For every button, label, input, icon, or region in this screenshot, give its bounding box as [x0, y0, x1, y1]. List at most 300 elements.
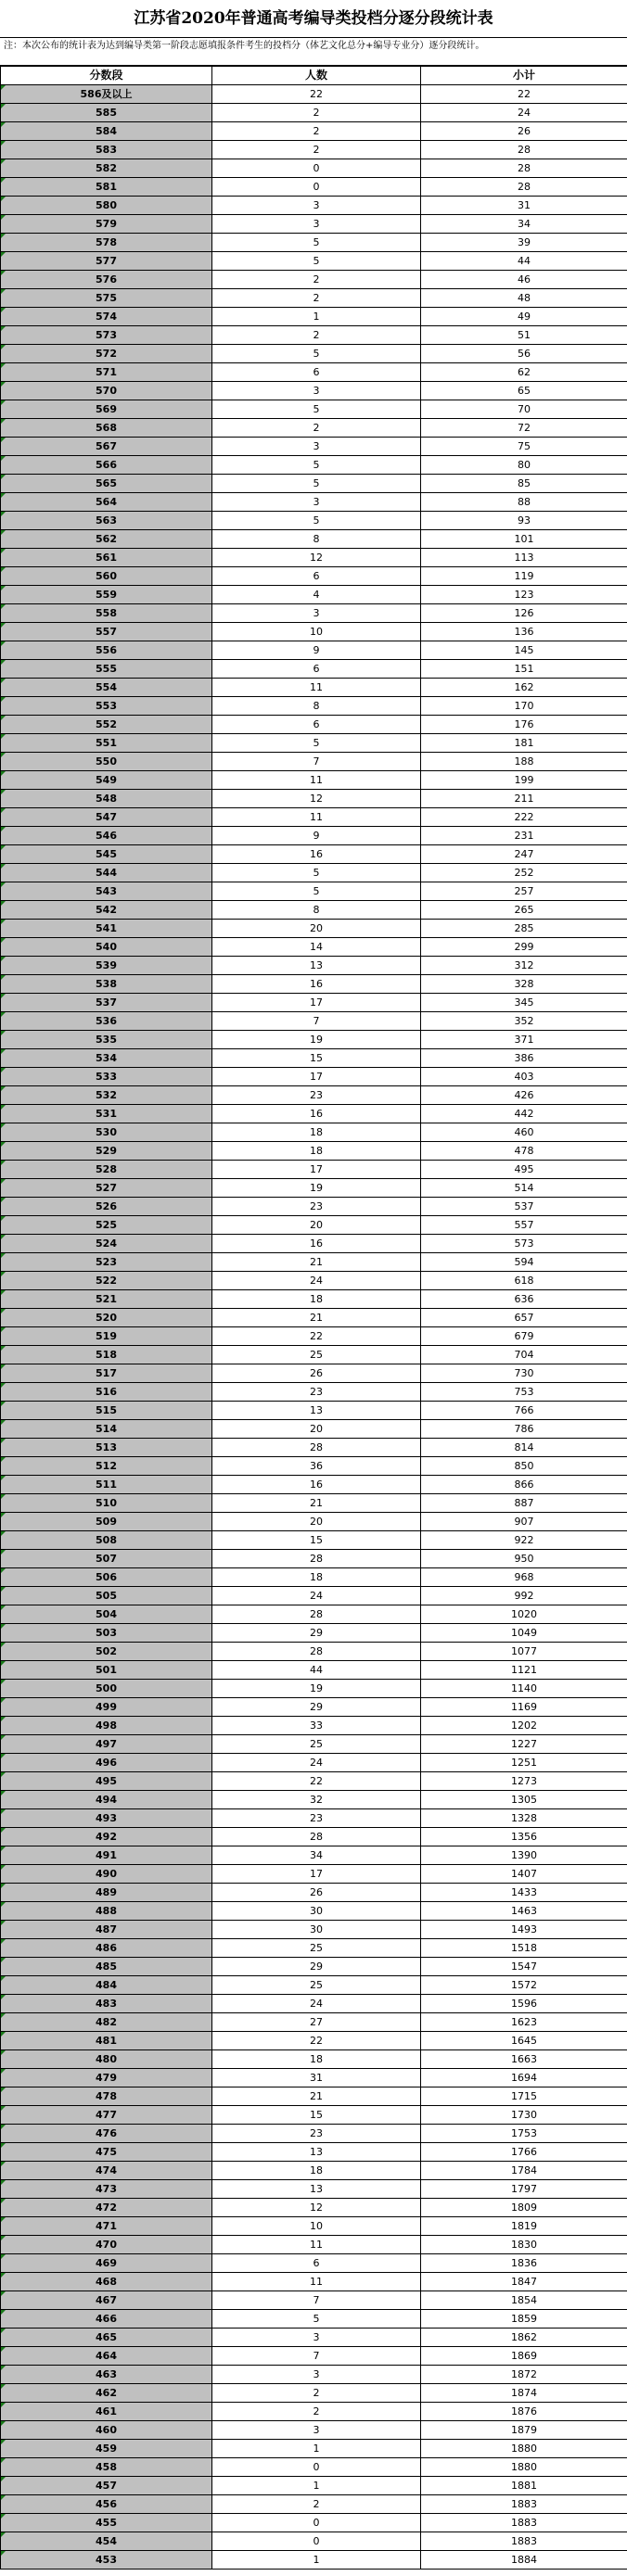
score-cell: 457: [1, 2477, 212, 2495]
table-row: [1, 141, 627, 159]
table-row: [1, 1754, 627, 1772]
subtotal-cell: 48: [421, 289, 627, 308]
table-row: [1, 679, 627, 697]
score-cell: 519: [1, 1327, 212, 1346]
subtotal-cell: 1407: [421, 1865, 627, 1884]
count-cell: 21: [212, 1253, 421, 1272]
count-cell: 2: [212, 2495, 421, 2514]
count-cell: 5: [212, 475, 421, 493]
subtotal-cell: 618: [421, 1272, 627, 1290]
score-cell: 472: [1, 2199, 212, 2217]
score-cell: 568: [1, 419, 212, 438]
note-text: 注：本次公布的统计表为达到编导类第一阶段志愿填报条件考生的投档分（体艺文化总分+编导专业分）逐分段统计。: [0, 38, 627, 66]
score-cell: 566: [1, 456, 212, 475]
subtotal-cell: 1227: [421, 1735, 627, 1754]
table-row: [1, 1235, 627, 1253]
score-cell: 546: [1, 827, 212, 845]
subtotal-cell: 1847: [421, 2273, 627, 2291]
table-row: [1, 1680, 627, 1698]
count-cell: 2: [212, 419, 421, 438]
table-row: [1, 734, 627, 753]
score-cell: 500: [1, 1680, 212, 1698]
score-cell: 570: [1, 382, 212, 400]
table-row: [1, 586, 627, 604]
score-cell: 543: [1, 882, 212, 901]
score-cell: 462: [1, 2384, 212, 2403]
count-cell: 24: [212, 1995, 421, 2013]
subtotal-cell: 176: [421, 716, 627, 734]
score-cell: 480: [1, 2050, 212, 2069]
table-row: [1, 2477, 627, 2495]
subtotal-cell: 88: [421, 493, 627, 512]
subtotal-cell: 1879: [421, 2421, 627, 2440]
table-row: [1, 530, 627, 549]
score-cell: 536: [1, 1012, 212, 1031]
score-cell: 464: [1, 2347, 212, 2366]
count-cell: 10: [212, 2217, 421, 2236]
count-cell: 18: [212, 1123, 421, 1142]
score-cell: 585: [1, 104, 212, 122]
table-row: [1, 1605, 627, 1624]
subtotal-cell: 1784: [421, 2162, 627, 2180]
score-cell: 461: [1, 2403, 212, 2421]
count-cell: 22: [212, 2032, 421, 2050]
score-cell: 540: [1, 938, 212, 957]
subtotal-cell: 1493: [421, 1921, 627, 1939]
table-row: [1, 549, 627, 567]
subtotal-cell: 170: [421, 697, 627, 716]
table-row: [1, 604, 627, 623]
score-cell: 459: [1, 2440, 212, 2458]
table-row: [1, 790, 627, 808]
count-cell: 5: [212, 734, 421, 753]
subtotal-cell: 1694: [421, 2069, 627, 2087]
table-row: [1, 1402, 627, 1420]
score-cell: 579: [1, 215, 212, 234]
count-cell: 9: [212, 641, 421, 660]
subtotal-cell: 299: [421, 938, 627, 957]
count-cell: 20: [212, 1216, 421, 1235]
subtotal-cell: 1049: [421, 1624, 627, 1643]
count-cell: 12: [212, 2199, 421, 2217]
count-cell: 13: [212, 2143, 421, 2162]
subtotal-cell: 1883: [421, 2495, 627, 2514]
table-row: [1, 2143, 627, 2162]
count-cell: 30: [212, 1921, 421, 1939]
score-cell: 497: [1, 1735, 212, 1754]
subtotal-cell: 119: [421, 567, 627, 586]
score-cell: 571: [1, 363, 212, 382]
score-cell: 551: [1, 734, 212, 753]
score-cell: 563: [1, 512, 212, 530]
table-row: [1, 2050, 627, 2069]
subtotal-cell: 101: [421, 530, 627, 549]
score-cell: 549: [1, 771, 212, 790]
table-row: [1, 1939, 627, 1958]
score-cell: 534: [1, 1049, 212, 1068]
subtotal-cell: 181: [421, 734, 627, 753]
count-cell: 18: [212, 1142, 421, 1161]
count-cell: 9: [212, 827, 421, 845]
subtotal-cell: 557: [421, 1216, 627, 1235]
subtotal-cell: 907: [421, 1513, 627, 1531]
count-cell: 7: [212, 2291, 421, 2310]
score-cell: 515: [1, 1402, 212, 1420]
subtotal-cell: 1862: [421, 2329, 627, 2347]
subtotal-cell: 1753: [421, 2125, 627, 2143]
subtotal-cell: 514: [421, 1179, 627, 1198]
table-row: [1, 1976, 627, 1995]
subtotal-cell: 1645: [421, 2032, 627, 2050]
subtotal-cell: 766: [421, 1402, 627, 1420]
table-row: [1, 1420, 627, 1439]
subtotal-cell: 1140: [421, 1680, 627, 1698]
score-cell: 531: [1, 1105, 212, 1123]
subtotal-cell: 62: [421, 363, 627, 382]
subtotal-cell: 1572: [421, 1976, 627, 1995]
score-cell: 575: [1, 289, 212, 308]
subtotal-cell: 49: [421, 308, 627, 326]
count-cell: 3: [212, 215, 421, 234]
table-row: [1, 197, 627, 215]
subtotal-cell: 1518: [421, 1939, 627, 1958]
count-cell: 11: [212, 771, 421, 790]
subtotal-cell: 1880: [421, 2458, 627, 2477]
subtotal-cell: 704: [421, 1346, 627, 1364]
table-row: [1, 85, 627, 104]
table-row: [1, 2125, 627, 2143]
count-cell: 26: [212, 1364, 421, 1383]
score-cell: 486: [1, 1939, 212, 1958]
subtotal-cell: 28: [421, 141, 627, 159]
count-cell: 17: [212, 1068, 421, 1086]
subtotal-cell: 1020: [421, 1605, 627, 1624]
table-row: [1, 1717, 627, 1735]
table-row: [1, 975, 627, 994]
count-cell: 31: [212, 2069, 421, 2087]
table-row: [1, 827, 627, 845]
score-cell: 527: [1, 1179, 212, 1198]
table-row: [1, 419, 627, 438]
table-row: [1, 438, 627, 456]
table-row: [1, 1958, 627, 1976]
score-cell: 508: [1, 1531, 212, 1550]
table-row: [1, 1476, 627, 1494]
table-body: [1, 85, 627, 2570]
table-row: [1, 1531, 627, 1550]
count-cell: 3: [212, 604, 421, 623]
count-cell: 25: [212, 1939, 421, 1958]
table-row: [1, 2069, 627, 2087]
subtotal-cell: 1830: [421, 2236, 627, 2254]
table-row: [1, 382, 627, 400]
score-cell: 580: [1, 197, 212, 215]
count-cell: 27: [212, 2013, 421, 2032]
count-cell: 16: [212, 845, 421, 864]
count-cell: 23: [212, 1383, 421, 1402]
count-cell: 1: [212, 2477, 421, 2495]
score-cell: 581: [1, 178, 212, 197]
subtotal-cell: 328: [421, 975, 627, 994]
subtotal-cell: 93: [421, 512, 627, 530]
subtotal-cell: 26: [421, 122, 627, 141]
count-cell: 2: [212, 2403, 421, 2421]
count-cell: 17: [212, 1865, 421, 1884]
count-cell: 20: [212, 1420, 421, 1439]
table-row: [1, 623, 627, 641]
count-cell: 23: [212, 2125, 421, 2143]
count-cell: 5: [212, 512, 421, 530]
score-cell: 473: [1, 2180, 212, 2199]
subtotal-cell: 887: [421, 1494, 627, 1513]
table-row: [1, 1643, 627, 1661]
score-cell: 489: [1, 1884, 212, 1902]
subtotal-cell: 850: [421, 1457, 627, 1476]
subtotal-cell: 44: [421, 252, 627, 271]
count-cell: 18: [212, 2162, 421, 2180]
table-row: [1, 234, 627, 252]
table-row: [1, 1364, 627, 1383]
subtotal-cell: 1273: [421, 1772, 627, 1791]
count-cell: 11: [212, 2273, 421, 2291]
table-row: [1, 2440, 627, 2458]
subtotal-cell: 345: [421, 994, 627, 1012]
table-row: [1, 1290, 627, 1309]
score-cell: 504: [1, 1605, 212, 1624]
score-cell: 460: [1, 2421, 212, 2440]
table-row: [1, 1123, 627, 1142]
score-cell: 537: [1, 994, 212, 1012]
table-row: [1, 1884, 627, 1902]
table-row: [1, 567, 627, 586]
table-row: [1, 1383, 627, 1402]
table-row: [1, 1031, 627, 1049]
subtotal-cell: 1819: [421, 2217, 627, 2236]
count-cell: 8: [212, 697, 421, 716]
score-cell: 490: [1, 1865, 212, 1884]
subtotal-cell: 679: [421, 1327, 627, 1346]
table-row: [1, 159, 627, 178]
subtotal-cell: 814: [421, 1439, 627, 1457]
score-cell: 456: [1, 2495, 212, 2514]
score-cell: 514: [1, 1420, 212, 1439]
subtotal-cell: 1715: [421, 2087, 627, 2106]
subtotal-cell: 1169: [421, 1698, 627, 1717]
table-row: [1, 716, 627, 734]
count-cell: 29: [212, 1958, 421, 1976]
subtotal-cell: 1854: [421, 2291, 627, 2310]
score-cell: 582: [1, 159, 212, 178]
score-cell: 541: [1, 920, 212, 938]
table-row: [1, 1068, 627, 1086]
table-row: [1, 252, 627, 271]
table-row: [1, 2217, 627, 2236]
score-cell: 538: [1, 975, 212, 994]
subtotal-cell: 866: [421, 1476, 627, 1494]
table-row: [1, 1568, 627, 1587]
count-cell: 17: [212, 1161, 421, 1179]
subtotal-cell: 1305: [421, 1791, 627, 1809]
score-cell: 523: [1, 1253, 212, 1272]
table-row: [1, 456, 627, 475]
subtotal-cell: 65: [421, 382, 627, 400]
score-cell: 509: [1, 1513, 212, 1531]
score-cell: 468: [1, 2273, 212, 2291]
table-row: [1, 2347, 627, 2366]
subtotal-cell: 1859: [421, 2310, 627, 2329]
count-cell: 23: [212, 1086, 421, 1105]
score-cell: 491: [1, 1846, 212, 1865]
count-cell: 8: [212, 901, 421, 920]
subtotal-cell: 75: [421, 438, 627, 456]
count-cell: 5: [212, 2310, 421, 2329]
count-cell: 6: [212, 363, 421, 382]
count-cell: 11: [212, 808, 421, 827]
count-cell: 2: [212, 271, 421, 289]
subtotal-cell: 1880: [421, 2440, 627, 2458]
subtotal-cell: 730: [421, 1364, 627, 1383]
score-cell: 532: [1, 1086, 212, 1105]
count-cell: 24: [212, 1587, 421, 1605]
table-row: [1, 1865, 627, 1884]
subtotal-cell: 1251: [421, 1754, 627, 1772]
count-cell: 12: [212, 549, 421, 567]
table-row: [1, 271, 627, 289]
count-cell: 25: [212, 1735, 421, 1754]
count-cell: 16: [212, 1476, 421, 1494]
count-cell: 3: [212, 197, 421, 215]
count-cell: 2: [212, 326, 421, 345]
count-cell: 1: [212, 308, 421, 326]
table-row: [1, 1921, 627, 1939]
count-cell: 20: [212, 1513, 421, 1531]
count-cell: 5: [212, 252, 421, 271]
table-row: [1, 1105, 627, 1123]
score-cell: 552: [1, 716, 212, 734]
score-cell: 467: [1, 2291, 212, 2310]
score-cell: 559: [1, 586, 212, 604]
count-cell: 11: [212, 679, 421, 697]
table-row: [1, 753, 627, 771]
subtotal-cell: 478: [421, 1142, 627, 1161]
count-cell: 3: [212, 382, 421, 400]
subtotal-cell: 285: [421, 920, 627, 938]
table-row: [1, 1513, 627, 1531]
score-cell: 466: [1, 2310, 212, 2329]
count-cell: 16: [212, 1105, 421, 1123]
score-cell: 539: [1, 957, 212, 975]
table-row: [1, 660, 627, 679]
count-cell: 44: [212, 1661, 421, 1680]
score-cell: 506: [1, 1568, 212, 1587]
count-cell: 15: [212, 1531, 421, 1550]
subtotal-cell: 442: [421, 1105, 627, 1123]
table-row: [1, 326, 627, 345]
subtotal-cell: 1797: [421, 2180, 627, 2199]
subtotal-cell: 1596: [421, 1995, 627, 2013]
table-row: [1, 2106, 627, 2125]
subtotal-cell: 31: [421, 197, 627, 215]
score-cell: 521: [1, 1290, 212, 1309]
subtotal-cell: 22: [421, 85, 627, 104]
table-row: [1, 2495, 627, 2514]
score-cell: 513: [1, 1439, 212, 1457]
score-cell: 482: [1, 2013, 212, 2032]
score-cell: 574: [1, 308, 212, 326]
table-row: [1, 920, 627, 938]
subtotal-cell: 222: [421, 808, 627, 827]
table-row: [1, 1587, 627, 1605]
count-cell: 7: [212, 753, 421, 771]
count-cell: 6: [212, 2254, 421, 2273]
table-row: [1, 641, 627, 660]
score-cell: 535: [1, 1031, 212, 1049]
table-row: [1, 2273, 627, 2291]
score-cell: 548: [1, 790, 212, 808]
count-cell: 8: [212, 530, 421, 549]
count-cell: 24: [212, 1272, 421, 1290]
table-row: [1, 1457, 627, 1476]
subtotal-cell: 199: [421, 771, 627, 790]
score-cell: 485: [1, 1958, 212, 1976]
count-cell: 2: [212, 104, 421, 122]
score-cell: 557: [1, 623, 212, 641]
subtotal-cell: 968: [421, 1568, 627, 1587]
score-cell: 474: [1, 2162, 212, 2180]
count-cell: 5: [212, 882, 421, 901]
table-row: [1, 2236, 627, 2254]
subtotal-cell: 992: [421, 1587, 627, 1605]
count-cell: 32: [212, 1791, 421, 1809]
score-cell: 522: [1, 1272, 212, 1290]
count-cell: 2: [212, 122, 421, 141]
score-cell: 545: [1, 845, 212, 864]
subtotal-cell: 145: [421, 641, 627, 660]
score-cell: 505: [1, 1587, 212, 1605]
count-cell: 0: [212, 2532, 421, 2551]
count-cell: 5: [212, 345, 421, 363]
score-cell: 458: [1, 2458, 212, 2477]
table-row: [1, 1272, 627, 1290]
table-row: [1, 1809, 627, 1828]
score-cell: 479: [1, 2069, 212, 2087]
table-row: [1, 345, 627, 363]
score-cell: 577: [1, 252, 212, 271]
count-cell: 15: [212, 2106, 421, 2125]
table-row: [1, 512, 627, 530]
subtotal-cell: 426: [421, 1086, 627, 1105]
table-row: [1, 864, 627, 882]
table-row: [1, 1309, 627, 1327]
count-cell: 25: [212, 1976, 421, 1995]
table-row: [1, 1198, 627, 1216]
score-cell: 517: [1, 1364, 212, 1383]
subtotal-cell: 113: [421, 549, 627, 567]
table-row: [1, 1012, 627, 1031]
count-cell: 18: [212, 1290, 421, 1309]
table-row: [1, 1698, 627, 1717]
score-cell: 516: [1, 1383, 212, 1402]
table-row: [1, 2291, 627, 2310]
table-row: [1, 289, 627, 308]
subtotal-cell: 537: [421, 1198, 627, 1216]
subtotal-cell: 123: [421, 586, 627, 604]
count-cell: 10: [212, 623, 421, 641]
score-cell: 498: [1, 1717, 212, 1735]
table-row: [1, 1142, 627, 1161]
count-cell: 2: [212, 141, 421, 159]
score-cell: 507: [1, 1550, 212, 1568]
